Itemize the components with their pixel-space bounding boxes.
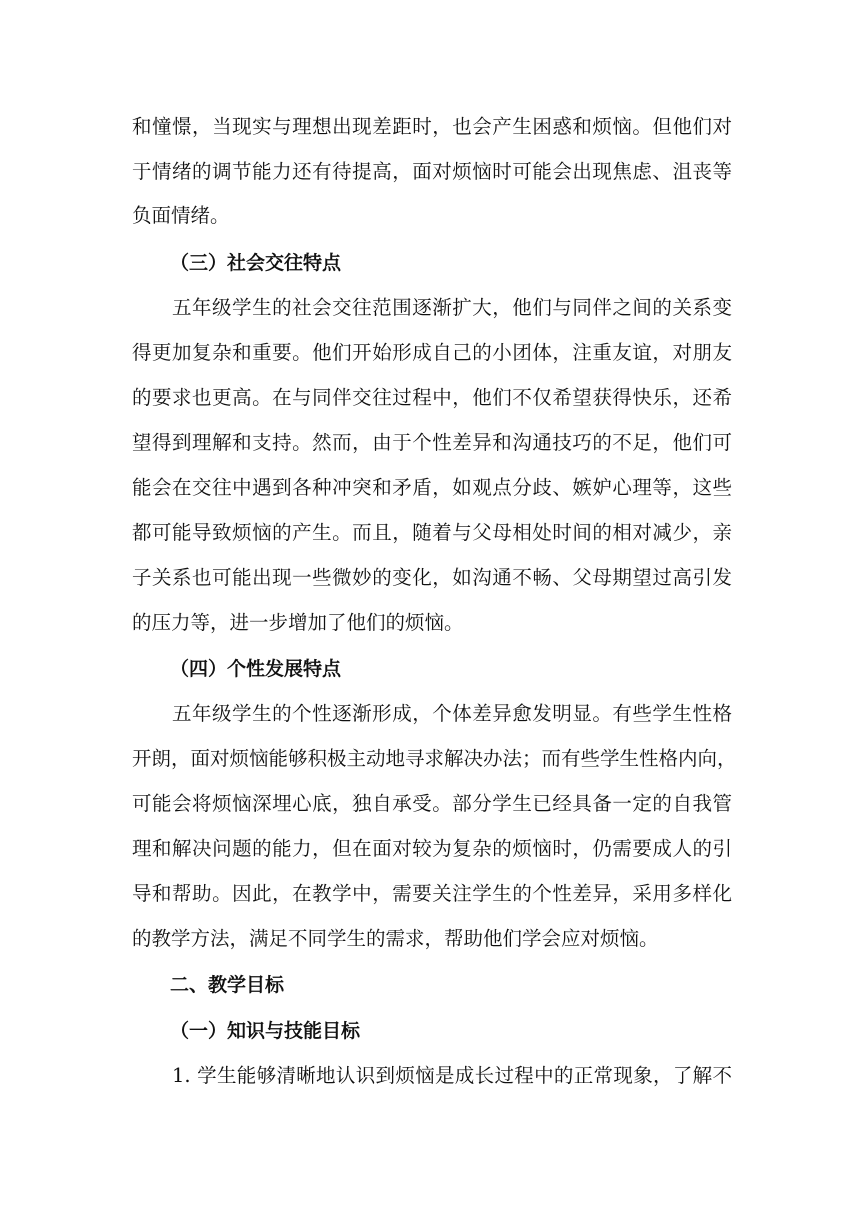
paragraph-line: 负面情绪。 — [132, 204, 230, 227]
paragraph-line: 五年级学生的社会交往范围逐渐扩大，他们与同伴之间的关系变 — [172, 296, 732, 319]
paragraph-line: 可能会将烦恼深埋心底，独自承受。部分学生已经具备一定的自我管 — [132, 792, 732, 815]
paragraph-line: 能会在交往中遇到各种冲突和矛盾，如观点分歧、嫉妒心理等，这些 — [132, 476, 732, 499]
paragraph-line: 理和解决问题的能力，但在面对较为复杂的烦恼时，仍需要成人的引 — [132, 837, 732, 860]
section-heading-social: （三）社会交往特点 — [170, 252, 342, 274]
section-heading-personality: （四）个性发展特点 — [170, 658, 342, 680]
paragraph-line: 导和帮助。因此，在教学中，需要关注学生的个性差异，采用多样化 — [132, 882, 732, 905]
paragraph-line: 子关系也可能出现一些微妙的变化，如沟通不畅、父母期望过高引发 — [132, 566, 732, 589]
paragraph-line: 和憧憬，当现实与理想出现差距时，也会产生困惑和烦恼。但他们对 — [132, 115, 732, 138]
paragraph-line: 于情绪的调节能力还有待提高，面对烦恼时可能会出现焦虑、沮丧等 — [132, 160, 732, 183]
paragraph-line: 开朗，面对烦恼能够积极主动地寻求解决办法；而有些学生性格内向， — [132, 747, 737, 770]
goal-item-1: 1. 学生能够清晰地认识到烦恼是成长过程中的正常现象，了解不 — [172, 1064, 732, 1087]
paragraph-line: 的要求也更高。在与同伴交往过程中，他们不仅希望获得快乐，还希 — [132, 386, 732, 409]
paragraph-line: 都可能导致烦恼的产生。而且，随着与父母相处时间的相对减少，亲 — [132, 521, 732, 544]
subheading-knowledge-skills: （一）知识与技能目标 — [170, 1020, 361, 1042]
paragraph-line: 得更加复杂和重要。他们开始形成自己的小团体，注重友谊，对朋友 — [132, 341, 732, 364]
paragraph-line: 五年级学生的个性逐渐形成，个体差异愈发明显。有些学生性格 — [172, 702, 732, 725]
paragraph-line: 望得到理解和支持。然而，由于个性差异和沟通技巧的不足，他们可 — [132, 431, 732, 454]
part-heading-teaching-goals: 二、教学目标 — [170, 974, 285, 996]
paragraph-line: 的压力等，进一步增加了他们的烦恼。 — [132, 611, 464, 634]
paragraph-line: 的教学方法，满足不同学生的需求，帮助他们学会应对烦恼。 — [132, 927, 659, 950]
